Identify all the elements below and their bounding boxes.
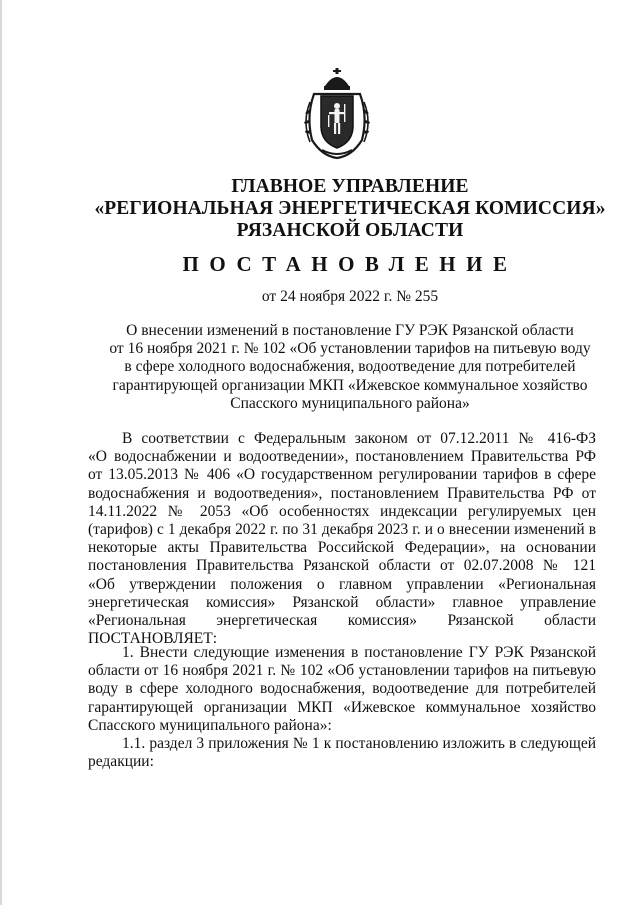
body-line: постановления Правительства Рязанской области от 02.07.2008 № 121: [88, 557, 596, 575]
org-name-line-2: «РЕГИОНАЛЬНАЯ ЭНЕРГЕТИЧЕСКАЯ КОМИССИЯ»: [94, 198, 606, 219]
item-1-paragraph: [88, 644, 596, 735]
body-line: 1.1. раздел 3 приложения № 1 к постановлению изложить в следующей: [122, 735, 596, 752]
body-line: редакции:: [88, 753, 154, 771]
body-line: В соответствии с Федеральным законом от 07.12.2011 № 416-ФЗ: [122, 430, 596, 447]
item-1-1-paragraph: [88, 735, 596, 771]
subject-line: О внесении изменений в постановление ГУ РЭК Рязанской области: [126, 322, 574, 339]
body-line: от 13.05.2013 № 406 «О государственном регулировании тарифов в сфере: [88, 466, 596, 484]
subject-line: Спасского муниципального района»: [230, 394, 470, 412]
org-name-line-3: РЯЗАНСКОЙ ОБЛАСТИ: [236, 220, 464, 241]
page-edge: [0, 0, 2, 905]
body-line: 14.11.2022 № 2053 «Об особенностях индексации регулируемых цен: [88, 502, 596, 520]
document-type: ПОСТАНОВЛЕНИЕ: [182, 252, 518, 276]
body-line: гарантирующей организации МКП «Ижевское коммунальное хозяйство: [88, 698, 596, 716]
document-subject: [60, 322, 640, 413]
resolves-word: ПОСТАНОВЛЯЕТ:: [88, 630, 218, 648]
body-line: «Региональная энергетическая комиссия» Рязанской области: [88, 612, 596, 630]
document-date-number: от 24 ноября 2022 г. № 255: [261, 288, 439, 305]
subject-line: от 16 ноября 2021 г. № 102 «Об установлении тарифов на питьевую воду: [109, 340, 591, 358]
body-line: Спасского муниципального района»:: [88, 716, 332, 734]
body-line: «Об утверждении положения о главном управлении «Региональная: [88, 575, 596, 593]
subject-line: в сфере холодного водоснабжения, водоотведение для потребителей: [124, 358, 576, 376]
org-name-line-1: ГЛАВНОЕ УПРАВЛЕНИЕ: [231, 176, 469, 197]
subject-line: гарантирующей организации МКП «Ижевское коммунальное хозяйство: [112, 376, 588, 394]
preamble-paragraph: [88, 430, 596, 648]
body-line: «О водоснабжении и водоотведении», постановлением Правительства РФ: [88, 448, 596, 466]
body-line: 1. Внести следующие изменения в постановление ГУ РЭК Рязанской: [122, 644, 596, 661]
body-line: области от 16 ноября 2021 г. № 102 «Об установлении тарифов на питьевую: [88, 662, 596, 680]
body-line: некоторые акты Правительства Российской Федерации», на основании: [88, 539, 596, 557]
coat-of-arms-icon: [300, 66, 374, 160]
body-line: водоснабжения и водоотведения», постановлением Правительства РФ от: [88, 484, 596, 502]
body-line: (тарифов) с 1 декабря 2022 г. по 31 декабря 2023 г. и о внесении изменений в: [88, 521, 596, 539]
body-line: воду в сфере холодного водоснабжения, водоотведение для потребителей: [88, 680, 596, 698]
body-line: энергетическая комиссия» Рязанской области» главное управление: [88, 593, 596, 611]
